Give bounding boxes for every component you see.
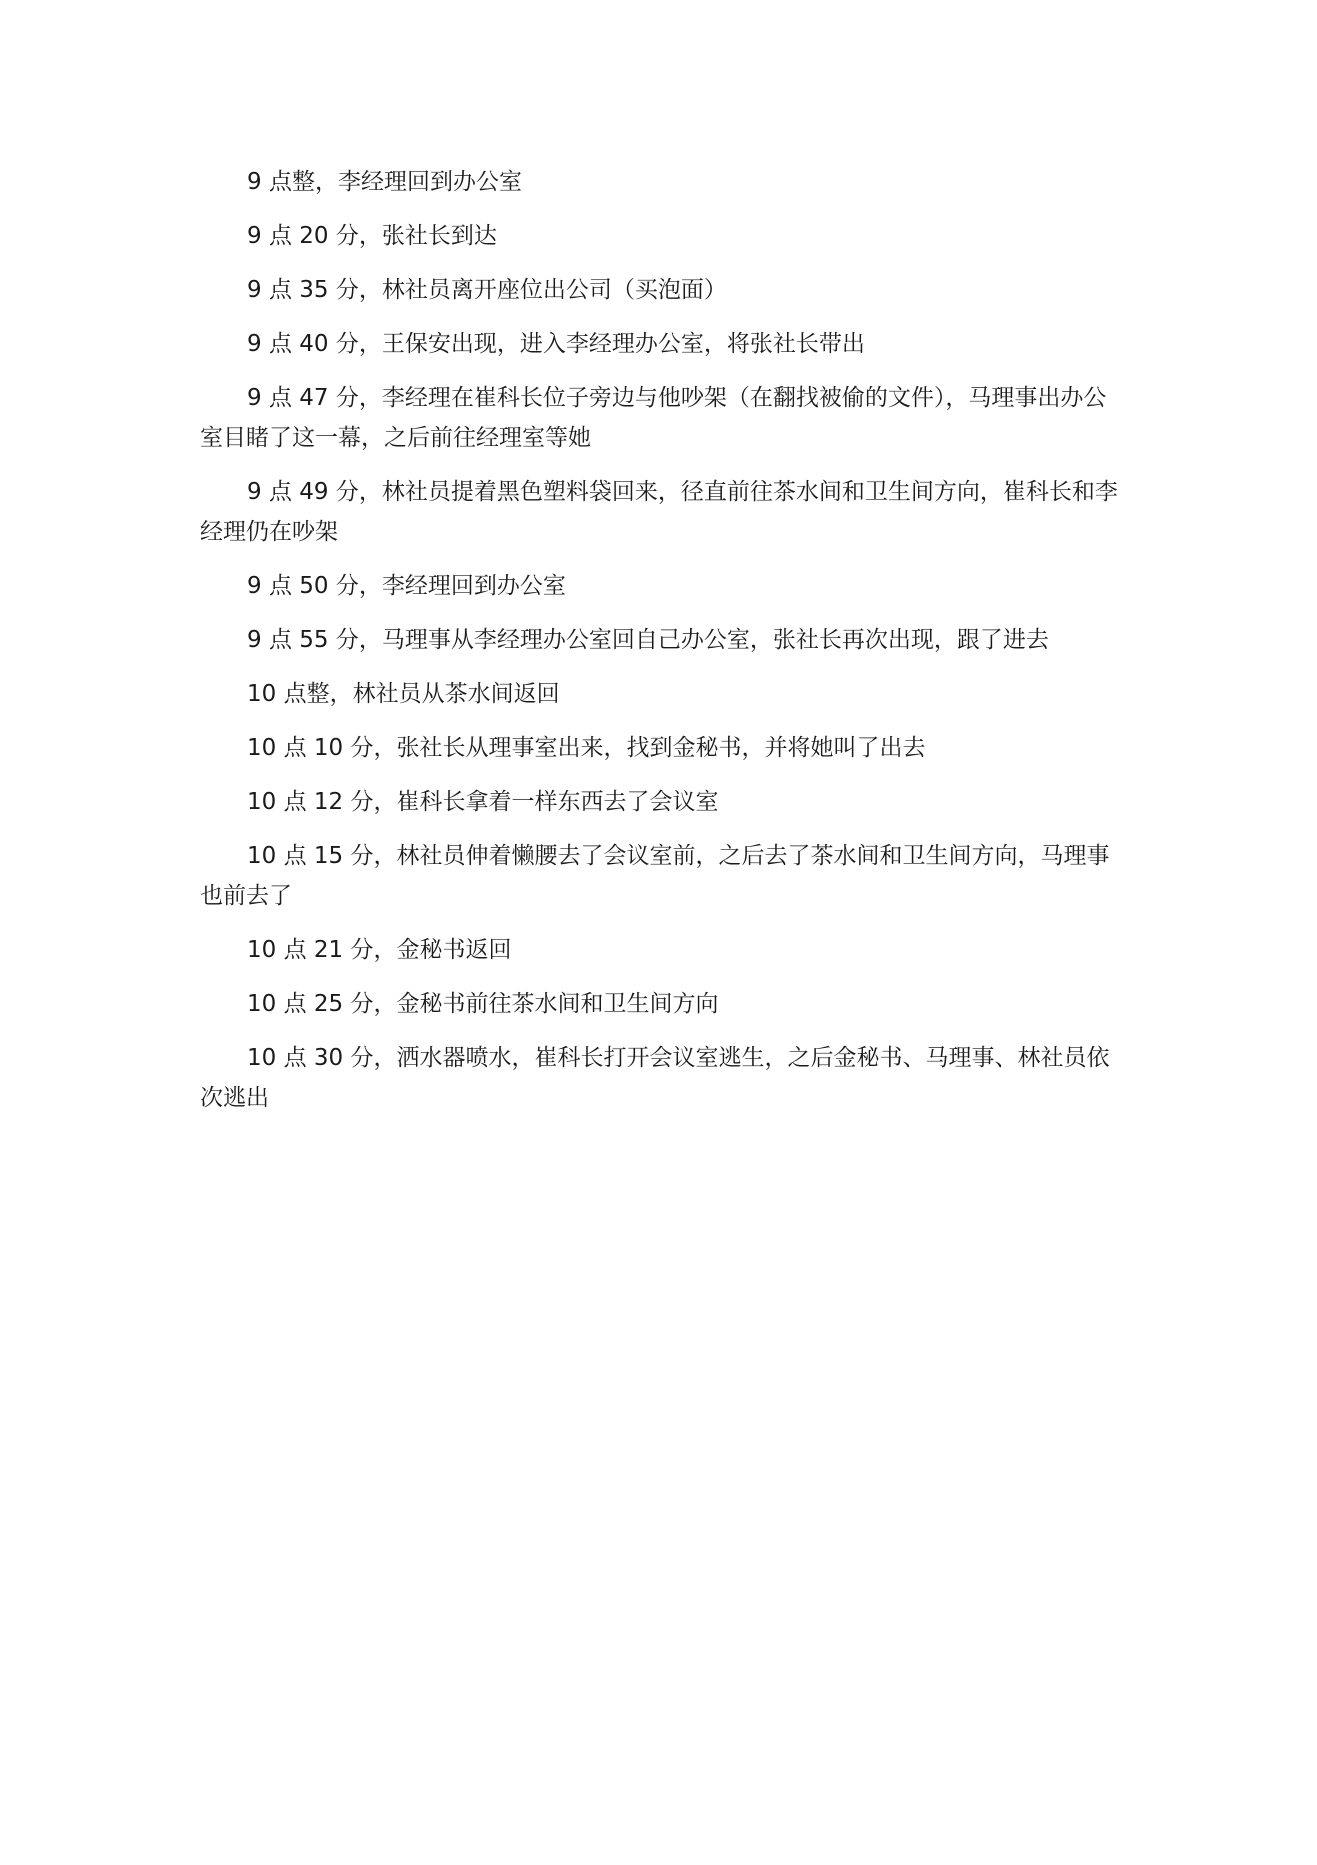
timeline-entry-4: 9 点 40 分，王保安出现，进入李经理办公室，将张社长带出 — [247, 331, 865, 357]
timeline-entry-8: 9 点 55 分，马理事从李经理办公室回自己办公室，张社长再次出现，跟了进去 — [247, 627, 1049, 653]
timeline-entry-2: 9 点 20 分，张社长到达 — [247, 223, 497, 249]
timeline-entry-15: 10 点 30 分，洒水器喷水，崔科长打开会议室逃生，之后金秘书、马理事、林社员依次逃出 — [200, 1045, 1110, 1111]
timeline-entry-1: 9 点整，李经理回到办公室 — [247, 169, 522, 195]
timeline-entry-3: 9 点 35 分，林社员离开座位出公司（买泡面） — [247, 277, 727, 303]
timeline-text — [200, 162, 1120, 1132]
timeline-entry-10: 10 点 10 分，张社长从理事室出来，找到金秘书，并将她叫了出去 — [247, 735, 926, 761]
timeline-entry-7: 9 点 50 分，李经理回到办公室 — [247, 573, 566, 599]
timeline-entry-14: 10 点 25 分，金秘书前往茶水间和卫生间方向 — [247, 991, 719, 1017]
timeline-entry-9: 10 点整，林社员从茶水间返回 — [247, 681, 560, 707]
timeline-entry-12: 10 点 15 分，林社员伸着懒腰去了会议室前，之后去了茶水间和卫生间方向，马理事也前去了 — [200, 843, 1110, 909]
timeline-entry-6: 9 点 49 分，林社员提着黑色塑料袋回来，径直前往茶水间和卫生间方向，崔科长和李经理仍在吵架 — [200, 479, 1118, 545]
timeline-entry-5: 9 点 47 分，李经理在崔科长位子旁边与他吵架（在翻找被偷的文件），马理事出办公室目睹了这一幕，之后前往经理室等她 — [200, 385, 1107, 451]
timeline-entry-13: 10 点 21 分，金秘书返回 — [247, 937, 512, 963]
timeline-entry-11: 10 点 12 分，崔科长拿着一样东西去了会议室 — [247, 789, 719, 815]
